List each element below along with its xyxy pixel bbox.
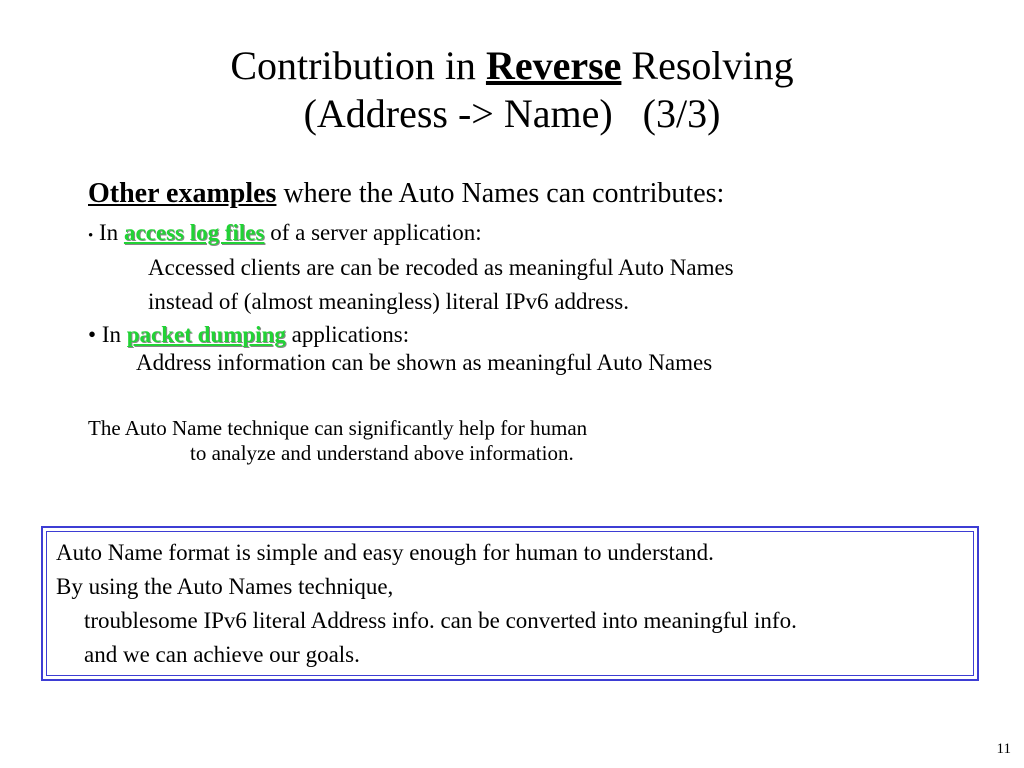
- summary-line: Auto Name format is simple and easy enough for human to understand.: [56, 540, 714, 565]
- highlight-packet-dumping: packet dumping: [126, 322, 286, 347]
- section-heading: [88, 176, 724, 212]
- bullet-marker: •: [88, 228, 94, 244]
- title-suffix: Resolving: [621, 43, 794, 88]
- summary-box: [41, 526, 979, 681]
- slide-title: [0, 42, 1024, 138]
- bullet-prefix: In: [96, 322, 127, 347]
- title-line-1: [0, 42, 1024, 90]
- bullet-packet-dumping: [88, 320, 409, 350]
- bullet-marker: •: [88, 322, 97, 347]
- bullet-detail-line: Address information can be shown as meaningful Auto Names: [136, 350, 713, 375]
- note-line-2: to analyze and understand above information.: [190, 441, 574, 465]
- bullet-suffix: of a server application:: [264, 220, 482, 245]
- title-prefix: Contribution in: [230, 43, 486, 88]
- bullet-access-log: [88, 218, 482, 251]
- page-number: 11: [996, 741, 1011, 757]
- title-emphasis: Reverse: [485, 43, 622, 88]
- bullet-detail-line: instead of (almost meaningless) literal IPv6 address.: [148, 289, 629, 314]
- bullet-suffix: applications:: [285, 322, 410, 347]
- note-line-1: The Auto Name technique can significantly help for human: [88, 416, 588, 440]
- title-line-2: (Address -> Name) (3/3): [303, 91, 721, 136]
- bullet-detail-line: Accessed clients are can be recoded as meaningful Auto Names: [148, 255, 734, 280]
- heading-text: where the Auto Names can contributes:: [276, 178, 725, 209]
- highlight-access-log-files: access log files: [123, 220, 265, 245]
- summary-line: troublesome IPv6 literal Address info. can be converted into meaningful info.: [84, 608, 797, 633]
- summary-line: By using the Auto Names technique,: [56, 574, 394, 599]
- bullet-prefix: In: [93, 220, 124, 245]
- heading-emphasis: Other examples: [88, 178, 277, 209]
- summary-line: and we can achieve our goals.: [84, 642, 360, 667]
